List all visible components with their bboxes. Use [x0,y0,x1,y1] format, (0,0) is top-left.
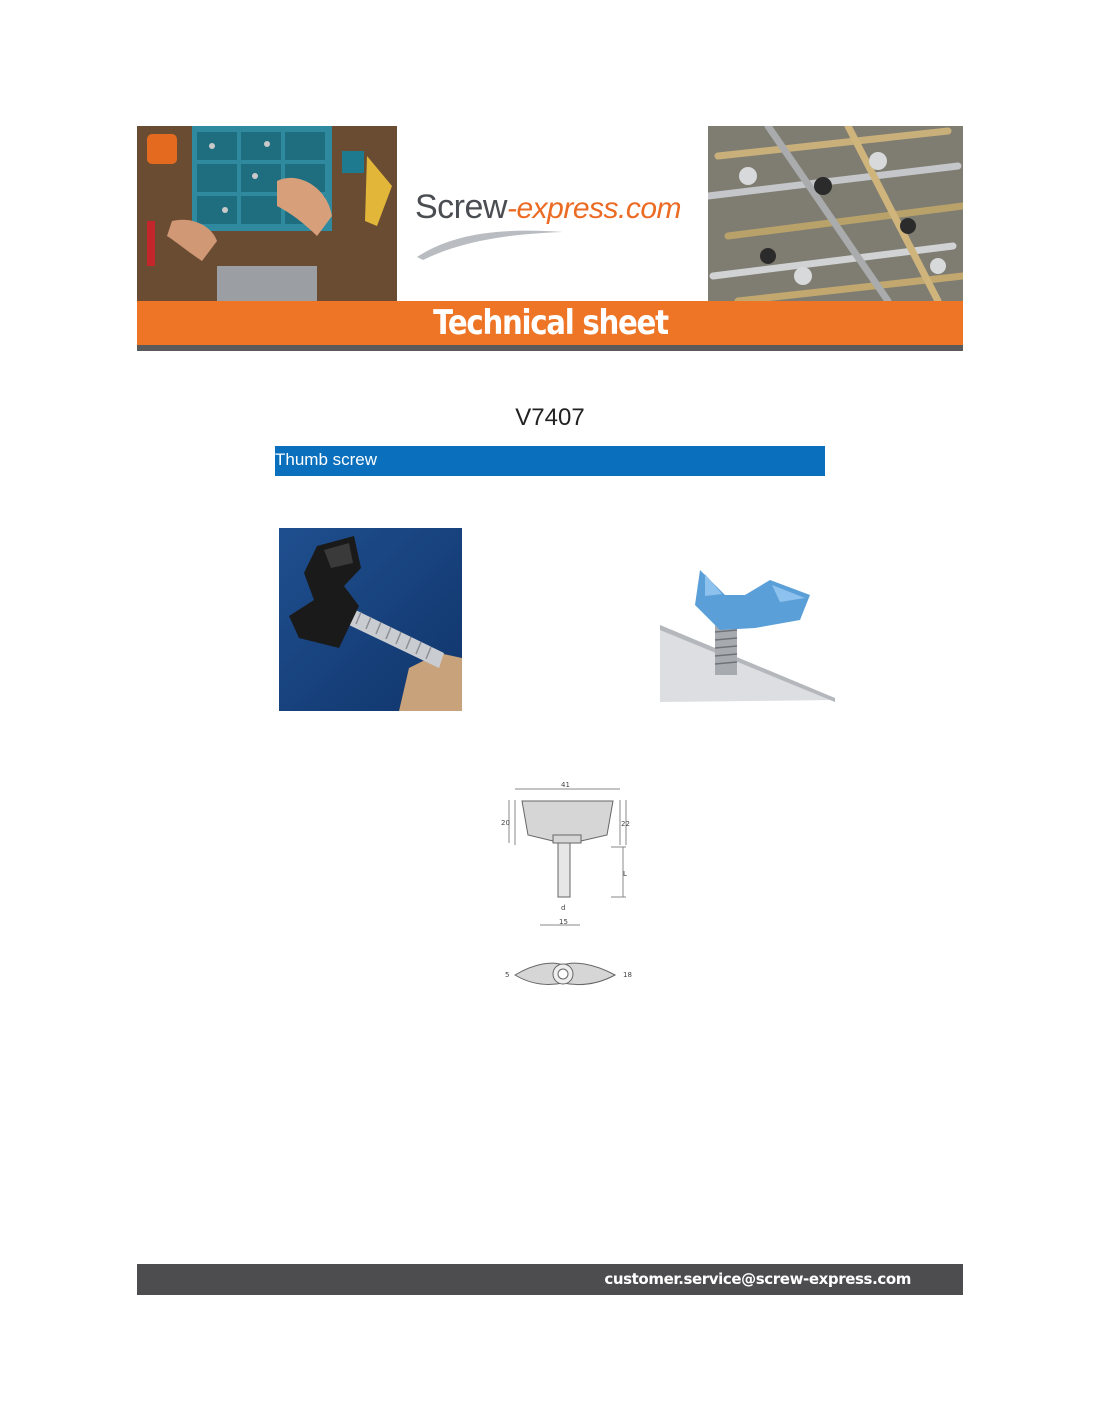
blue-wing-screw-photo [660,560,835,702]
workshop-photo [137,126,397,301]
dim-base-label: 15 [559,918,568,926]
sheet-title: Technical sheet [432,303,668,343]
black-thumb-screw-photo [279,528,462,711]
screws-photo [708,126,963,301]
product-name-bar [275,446,825,476]
footer-bar [137,1264,963,1295]
dim-left-height-label: 20 [501,819,510,827]
product-code: V7407 [515,404,585,431]
header-banner [137,126,963,351]
dim-length-label: L [623,870,627,878]
brand-name: Screw [415,188,507,226]
dim-small-height-label: 5 [505,971,510,979]
brand-domain: -express.com [506,192,682,225]
brand-logo[interactable] [397,126,708,301]
brand-swoosh-icon [415,222,565,262]
dim-diameter-label: d [561,904,566,912]
dim-width-label: 41 [561,781,570,789]
product-name: Thumb screw [275,450,378,469]
contact-email-link[interactable]: customer.service@screw-express.com [604,1270,911,1288]
dim-right-height-label: 22 [621,820,630,828]
dimension-drawing [495,775,640,1010]
title-underline [137,345,963,351]
title-band [137,301,963,345]
dim-top-width-label: 18 [623,971,632,979]
